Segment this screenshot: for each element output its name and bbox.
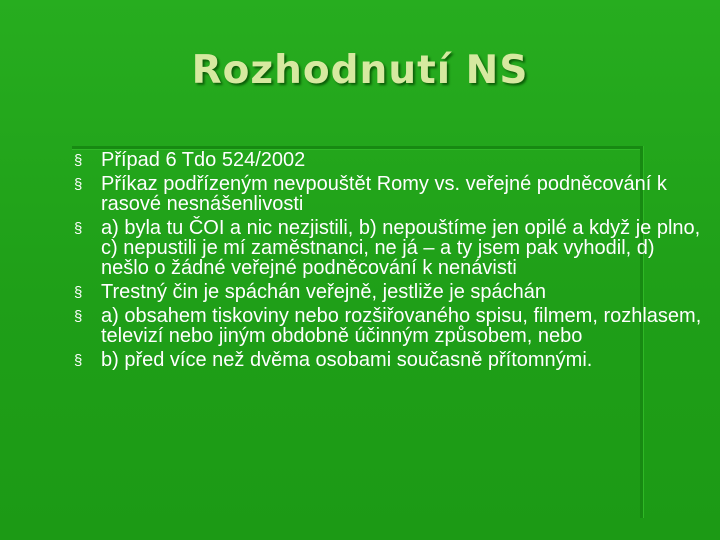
bullet-text: Případ 6 Tdo 524/2002 — [101, 149, 306, 171]
bullet-item — [72, 150, 702, 170]
bullet-text: a) byla tu ČOI a nic nezjistili, b) nepouštíme jen opilé a když je plno, c) nepustili je mí zaměstnanci, ne já – a ty jsem pak vyhodil, d) nešlo o žádné veřejné podněcování k nenávisti — [101, 217, 701, 279]
bullet-item — [72, 350, 702, 370]
bullet-item — [72, 282, 702, 302]
section-bullet-icon: § — [74, 176, 83, 193]
section-bullet-icon: § — [74, 352, 83, 369]
bullet-text: Trestný čin je spáchán veřejně, jestliže je spáchán — [101, 281, 547, 303]
bullet-text: Příkaz podřízeným nevpouštět Romy vs. veřejné podněcování k rasové nesnášenlivosti — [101, 173, 667, 215]
section-bullet-icon: § — [74, 308, 83, 325]
bullet-text: a) obsahem tiskoviny nebo rozšiřovaného spisu, filmem, rozhlasem, televizí nebo jiným obdobně účinným způsobem, nebo — [101, 305, 702, 347]
slide-title: Rozhodnutí NS — [191, 48, 529, 93]
bullet-text: b) před více než dvěma osobami současně přítomnými. — [101, 349, 593, 371]
bullet-list — [72, 150, 702, 374]
bullet-item — [72, 218, 702, 278]
section-bullet-icon: § — [74, 220, 83, 237]
section-bullet-icon: § — [74, 152, 83, 169]
bullet-item — [72, 306, 702, 346]
section-bullet-icon: § — [74, 284, 83, 301]
bullet-item — [72, 174, 702, 214]
